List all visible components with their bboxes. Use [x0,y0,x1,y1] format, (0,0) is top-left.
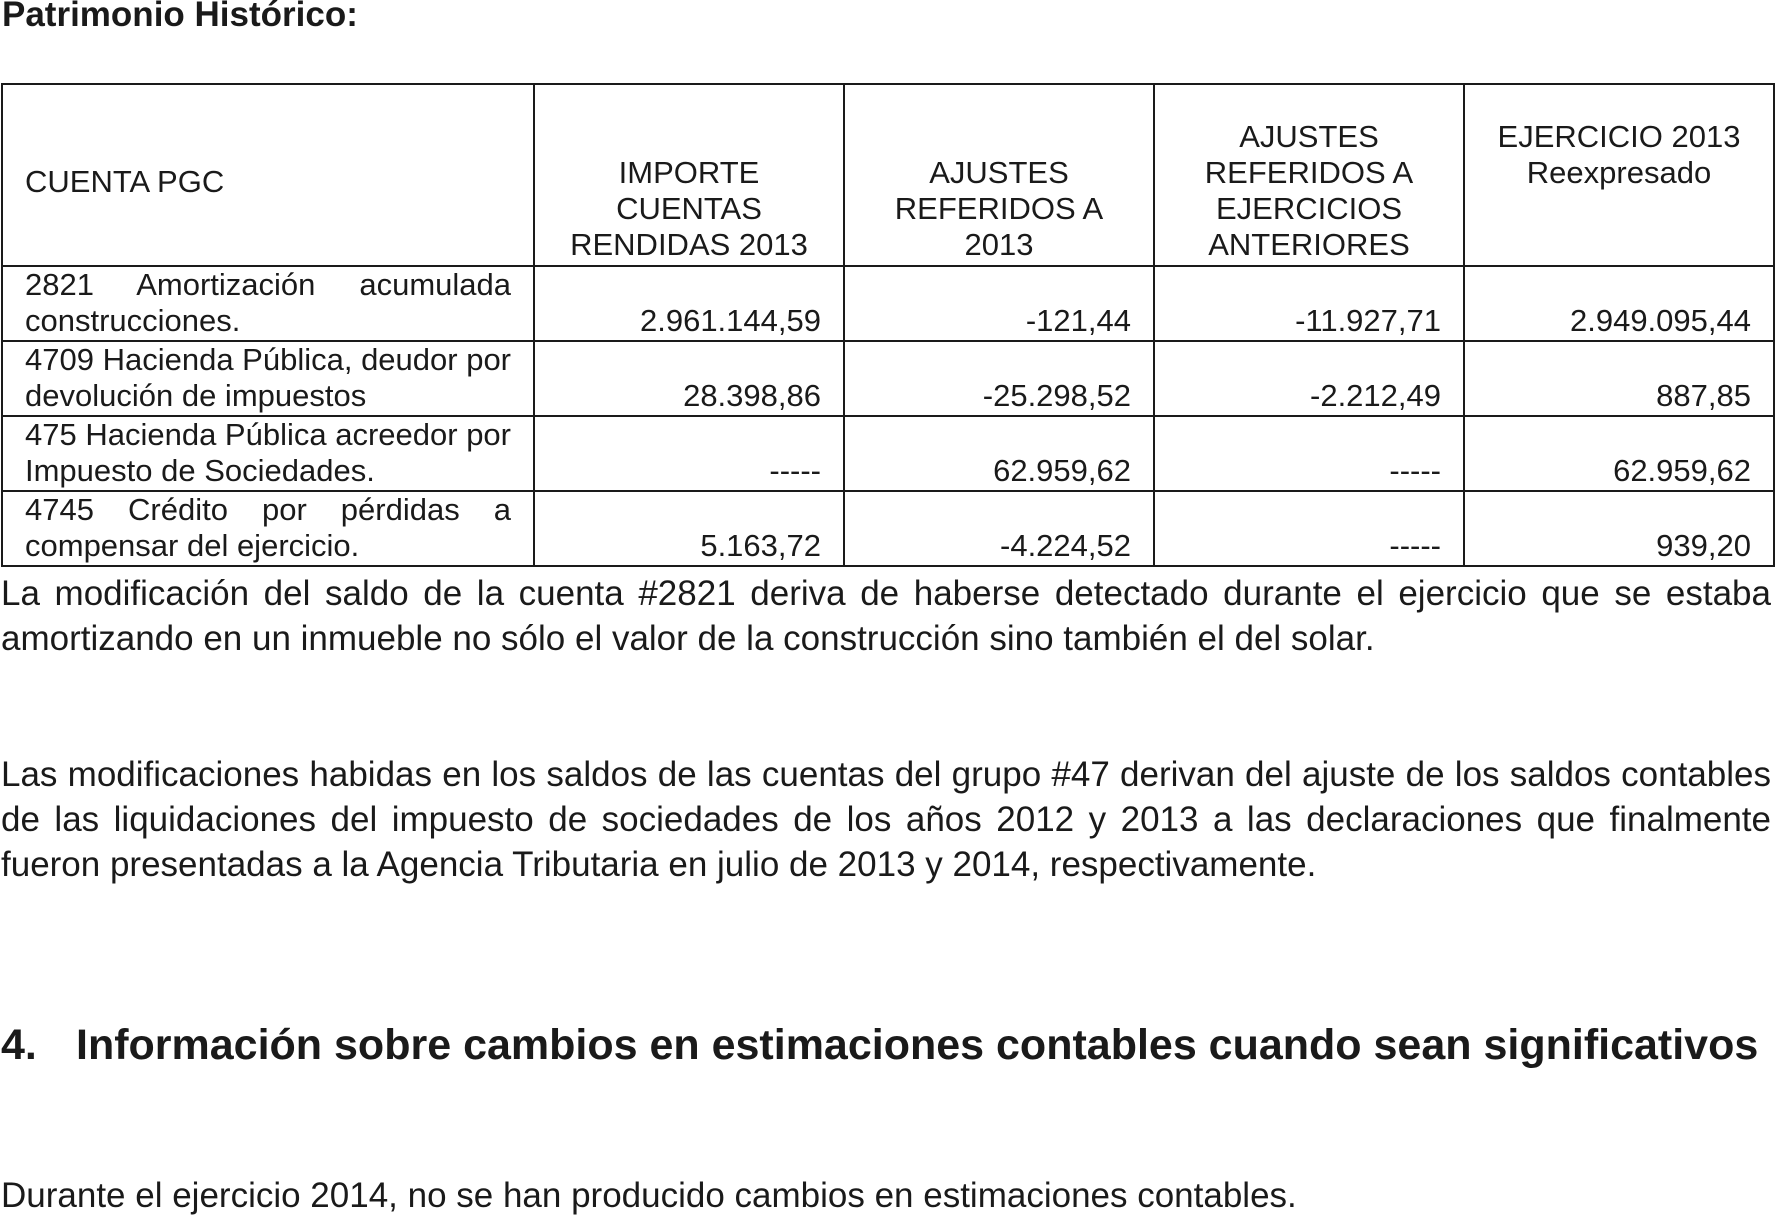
section-number: 4. [1,1021,37,1069]
header-line: RENDIDAS 2013 [570,227,808,262]
ajustes-anteriores-cell: ----- [1154,491,1464,566]
header-ajustes-2013 [844,84,1154,266]
importe-cell: ----- [534,416,844,491]
ajustes-2013-cell: -25.298,52 [844,341,1154,416]
header-line: REFERIDOS A [1204,155,1414,190]
header-line: Reexpresado [1526,155,1712,190]
account-cell: 4745 Crédito por pérdidas a compensar del ejercicio. [2,491,534,566]
accounts-table [1,83,1775,567]
table-row [2,416,1774,491]
header-line: ANTERIORES [1208,227,1410,262]
ajustes-anteriores-cell: -11.927,71 [1154,266,1464,341]
header-line: CUENTAS [616,191,762,226]
header-cuenta-pgc: CUENTA PGC [2,84,534,266]
importe-cell: 5.163,72 [534,491,844,566]
reexpresado-cell: 2.949.095,44 [1464,266,1774,341]
ajustes-anteriores-cell: ----- [1154,416,1464,491]
table-row [2,266,1774,341]
table-row [2,341,1774,416]
reexpresado-cell: 939,20 [1464,491,1774,566]
header-line: AJUSTES [1239,119,1379,154]
account-cell: 4709 Hacienda Pública, deudor por devolución de impuestos [2,341,534,416]
table-row [2,491,1774,566]
account-cell: 2821 Amortización acumulada construcciones. [2,266,534,341]
section-4-heading [1,1018,1771,1072]
header-line: REFERIDOS A [894,191,1104,226]
paragraph-estimaciones: Durante el ejercicio 2014, no se han producido cambios en estimaciones contables. [1,1176,1297,1215]
paragraph-grupo-47: Las modificaciones habidas en los saldos de las cuentas del grupo #47 derivan del ajuste de los saldos contables de las liquidaciones del impuesto de sociedades de los años 2012 y 2013 a las declaraciones que finalmente fueron presentadas a la Agencia Tributaria en julio de 2013 y 2014, respectivamente. [1,755,1771,884]
account-cell: 475 Hacienda Pública acreedor por Impuesto de Sociedades. [2,416,534,491]
header-ajustes-anteriores [1154,84,1464,266]
ajustes-2013-cell: -121,44 [844,266,1154,341]
header-importe-cuentas [534,84,844,266]
importe-cell: 28.398,86 [534,341,844,416]
paragraph-cuenta-2821: La modificación del saldo de la cuenta #2821 deriva de haberse detectado durante el ejercicio que se estaba amortizando en un inmueble no sólo el valor de la construcción sino también el del solar. [1,574,1771,658]
section-heading-text: Información sobre cambios en estimaciones contables cuando sean significativos [76,1021,1759,1069]
ajustes-anteriores-cell: -2.212,49 [1154,341,1464,416]
importe-cell: 2.961.144,59 [534,266,844,341]
header-line: IMPORTE [618,155,760,190]
ajustes-2013-cell: 62.959,62 [844,416,1154,491]
reexpresado-cell: 62.959,62 [1464,416,1774,491]
header-line: EJERCICIO 2013 [1497,119,1741,154]
header-line: 2013 [964,227,1034,262]
section-title: Patrimonio Histórico: [2,0,358,34]
ajustes-2013-cell: -4.224,52 [844,491,1154,566]
table-header-row [2,84,1774,266]
reexpresado-cell: 887,85 [1464,341,1774,416]
header-ejercicio-reexpresado [1464,84,1774,266]
header-line: EJERCICIOS [1215,191,1403,226]
header-line: AJUSTES [929,155,1069,190]
